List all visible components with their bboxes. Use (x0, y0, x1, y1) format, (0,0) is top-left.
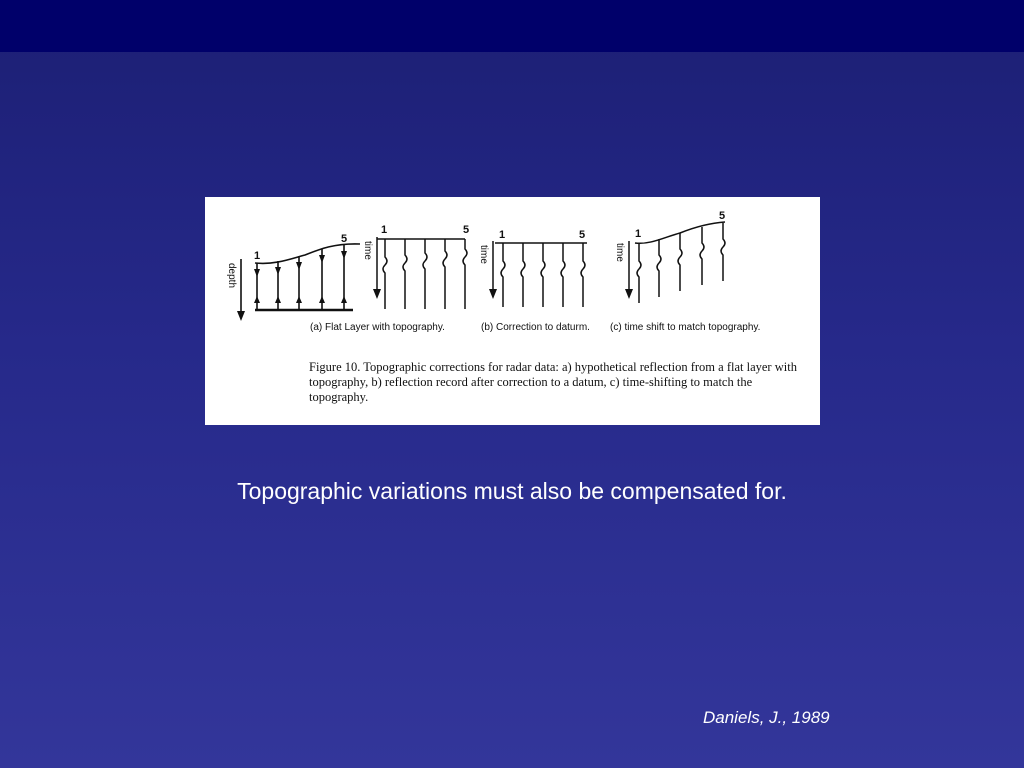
panel-b-trace-start: 1 (499, 229, 506, 241)
slide-body-text: Topographic variations must also be compensated for. (237, 478, 787, 504)
panel-b-label: (b) Correction to daturm. (481, 322, 590, 333)
panel-b-left-axis-label: time (362, 241, 373, 260)
citation: Daniels, J., 1989 (703, 708, 830, 727)
panel-b-left-trace-end: 5 (463, 224, 470, 236)
panel-a-label: (a) Flat Layer with topography. (310, 322, 445, 333)
figure-caption: Figure 10. Topographic corrections for radar data: a) hypothetical reflection from a flat layer with topography, b) reflection record after correction to a datum, c) time-shifting to match the topography. (309, 360, 797, 404)
panel-b-trace-end: 5 (579, 229, 586, 241)
panel-a-axis-label: depth (226, 263, 237, 289)
panel-c-trace-end: 5 (719, 210, 726, 222)
panel-c-label: (c) time shift to match topography. (610, 322, 761, 333)
panel-b-axis-label: time (478, 245, 489, 264)
title-bar (0, 0, 1024, 52)
panel-b-left-trace-start: 1 (381, 224, 388, 236)
panel-c-axis-label: time (614, 243, 625, 262)
panel-c-trace-start: 1 (635, 228, 642, 240)
panel-b-left-diagram (373, 237, 467, 309)
panel-b-diagram (489, 241, 587, 307)
figure-image (205, 197, 820, 425)
panel-a-trace-end: 5 (341, 233, 348, 245)
panel-a-trace-start: 1 (254, 250, 261, 262)
